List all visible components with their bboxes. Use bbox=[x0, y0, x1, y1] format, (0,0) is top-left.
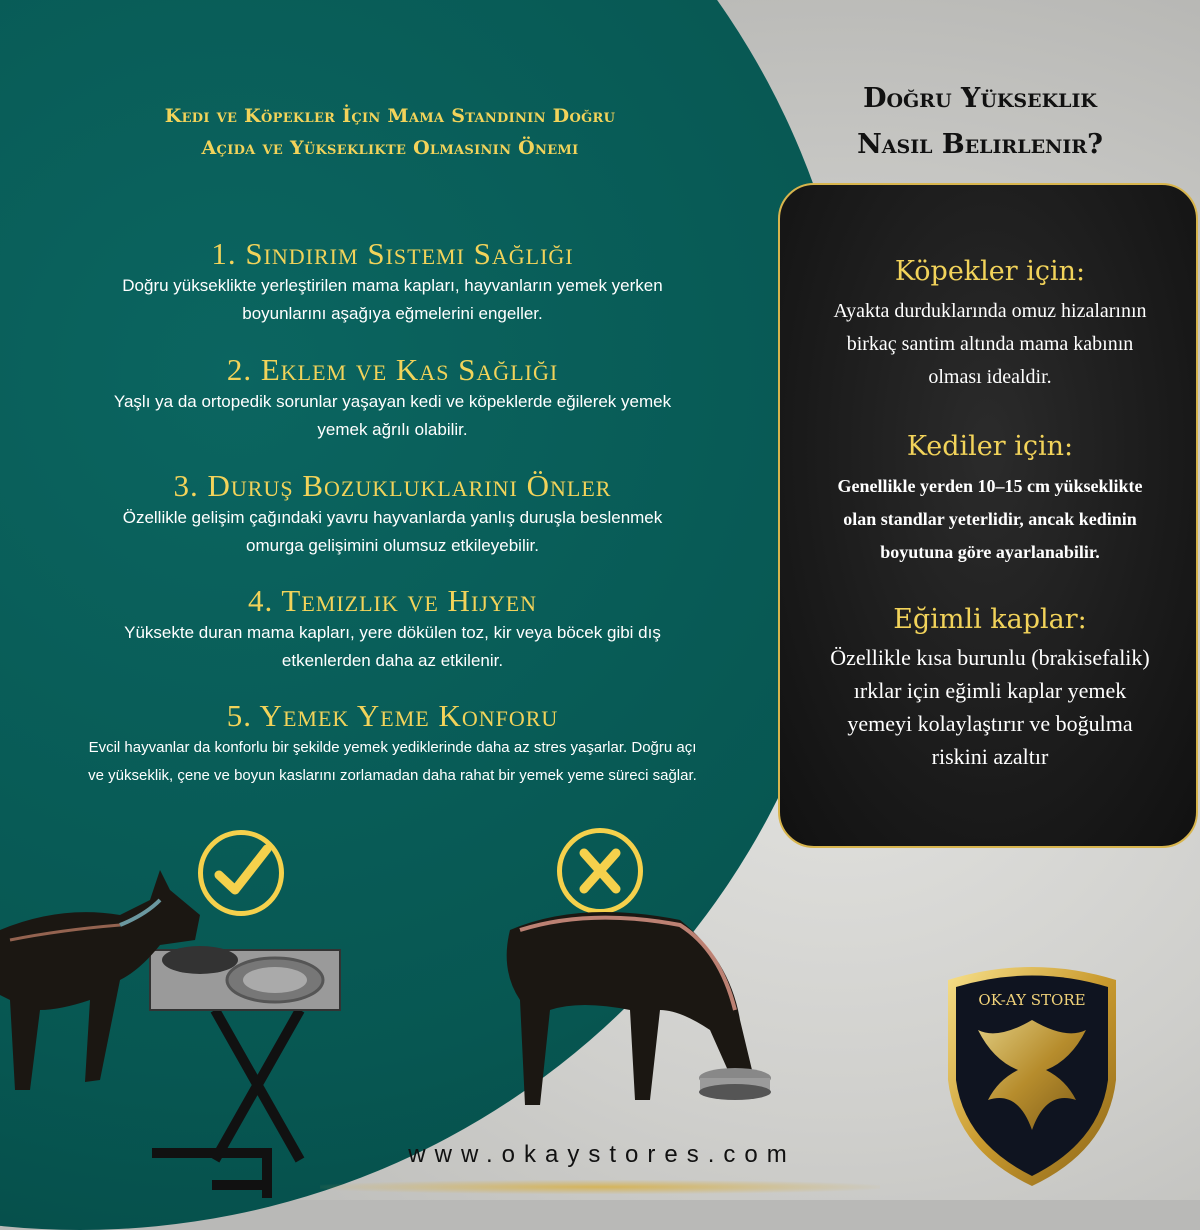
gold-dust-decoration bbox=[320, 1180, 880, 1194]
section-text-line: Evcil hayvanlar da konforlu bir şekilde yemek yediklerinde daha az stres yaşarlar. Doğru açı bbox=[88, 739, 697, 756]
panel-tilted-block bbox=[780, 603, 1198, 773]
panel-text-line: birkaç santim altında mama kabının bbox=[846, 333, 1134, 355]
section-text-line: Doğru yükseklikte yerleştirilen mama kapları, hayvanların yemek yerken bbox=[122, 276, 663, 295]
panel-text-line: Özellikle kısa burunlu (brakisefalik) bbox=[830, 645, 1150, 670]
panel-text-line: olması idealdir. bbox=[928, 366, 1052, 388]
panel-text-line: olan standlar yeterlidir, ancak kedinin bbox=[843, 509, 1137, 529]
right-title bbox=[790, 76, 1170, 168]
section-posture bbox=[0, 468, 785, 560]
ok-ay-store-logo bbox=[938, 960, 1126, 1188]
height-info-panel bbox=[778, 183, 1198, 848]
svg-text:OK-AY STORE: OK-AY STORE bbox=[978, 991, 1086, 1009]
website-url: www.okaystores.com bbox=[408, 1141, 796, 1168]
panel-text-line: boyutuna göre ayarlanabilir. bbox=[880, 542, 1100, 562]
section-heading: 1. Sindirim Sistemi Sağlığı bbox=[211, 236, 574, 271]
panel-text-line: Ayakta durduklarında omuz hizalarının bbox=[833, 300, 1147, 322]
section-joint bbox=[0, 352, 785, 444]
section-text-line: etkenlerden daha az etkilenir. bbox=[281, 651, 504, 670]
section-text-line: boyunlarını aşağıya eğmelerini engeller. bbox=[242, 304, 543, 323]
panel-text-line: riskini azaltır bbox=[931, 744, 1049, 769]
panel-dogs-block bbox=[780, 255, 1198, 394]
right-title-line-1: Doğru Yükseklik bbox=[863, 83, 1097, 114]
section-text-line: yemek ağrılı olabilir. bbox=[317, 420, 468, 439]
main-title-line-1: Kedi ve Köpekler İçin Mama Standının Doğru bbox=[164, 105, 616, 127]
panel-heading: Köpekler için: bbox=[894, 256, 1086, 287]
section-heading: 2. Eklem ve Kas Sağlığı bbox=[226, 352, 559, 387]
section-text-line: ve yükseklik, çene ve boyun kaslarını zorlamadan daha rahat bir yemek yeme süreci sağlar. bbox=[88, 767, 697, 784]
section-hygiene bbox=[0, 583, 785, 675]
section-comfort bbox=[0, 698, 785, 790]
section-heading: 4. Temizlik ve Hijyen bbox=[247, 583, 538, 618]
panel-text-line: yemeyi kolaylaştırır ve boğulma bbox=[847, 711, 1133, 736]
main-title bbox=[40, 100, 740, 164]
panel-cats-block bbox=[780, 430, 1198, 569]
panel-heading: Eğimli kaplar: bbox=[893, 604, 1087, 635]
section-digestive bbox=[0, 236, 785, 328]
right-title-line-2: Nasıl Belirlenir? bbox=[857, 129, 1103, 160]
dog-at-elevated-stand-illustration bbox=[0, 860, 380, 1200]
main-title-line-2: Açıda ve Yükseklikte Olmasının Önemi bbox=[201, 137, 579, 159]
panel-heading: Kediler için: bbox=[906, 431, 1074, 462]
dog-eating-from-floor-illustration bbox=[490, 890, 790, 1130]
section-heading: 3. Duruş Bozukluklarını Önler bbox=[173, 468, 612, 503]
section-heading: 5. Yemek Yeme Konforu bbox=[226, 698, 559, 733]
panel-text-line: ırklar için eğimli kaplar yemek bbox=[853, 678, 1127, 703]
section-text-line: Yaşlı ya da ortopedik sorunlar yaşayan kedi ve köpeklerde eğilerek yemek bbox=[113, 392, 672, 411]
section-text-line: Yüksekte duran mama kapları, yere dökülen toz, kir veya böcek gibi dış bbox=[124, 623, 661, 642]
section-text-line: Özellikle gelişim çağındaki yavru hayvanlarda yanlış duruşla beslenmek bbox=[122, 508, 663, 527]
section-text-line: omurga gelişimini olumsuz etkileyebilir. bbox=[246, 536, 539, 555]
panel-text-line: Genellikle yerden 10–15 cm yükseklikte bbox=[837, 476, 1143, 496]
